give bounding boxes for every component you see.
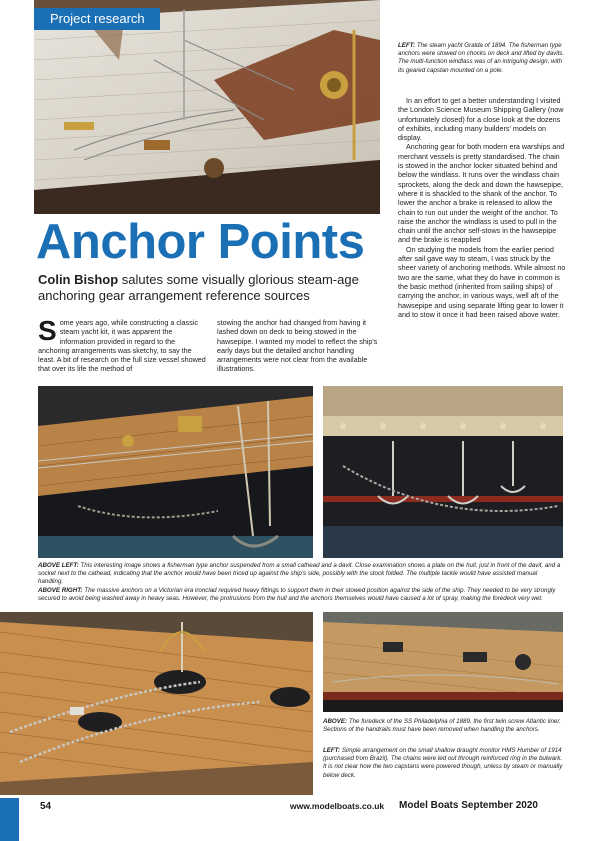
- body-column-3: [398, 96, 566, 319]
- author-name: Colin Bishop: [38, 272, 119, 287]
- hero-photo-steam-yacht-deck: [34, 0, 380, 214]
- website-url[interactable]: www.modelboats.co.uk: [290, 801, 385, 811]
- photo-philadelphia-foredeck: [323, 612, 563, 712]
- caption-lead: ABOVE LEFT:: [38, 562, 79, 569]
- caption-text: The steam yacht Gralda of 1894. The fisherman type anchors were stowed on chocks on deck and lifted by davits. The multi-function windlass was of an intriguing design, with its geared capstan mounted on a pole.: [398, 42, 565, 74]
- photo-monitor-capstans: [0, 612, 313, 795]
- body-paragraph: On studying the models from the earlier period after sail gave way to steam, I was struck by the sheer variety of anchoring methods. While almost no two are the same, what they do have in common is the basic method (inherited from sailing ships) of carrying the anchor, in various ways, well aft of the hawsepipe and using separate lifting gear to lower it and to stow it once it had been raised above water.: [398, 244, 566, 319]
- caption-philadelphia: [323, 718, 563, 734]
- caption-text: The foredeck of the SS Philadelphia of 1889, the first twin screw Atlantic liner. Sections of the handrails must have been removed when handling the anchors.: [323, 718, 561, 734]
- caption-text: This interesting image shows a fisherman type anchor suspended from a small cathead and a davit. Close examination shows a plate on the hull, just in front of the davit, and a socket next to the cathead, indicating that the anchor would have been triced up against the ship's side, possibly with the stock folded. The multiple tackle would have assisted manual handling.: [38, 562, 561, 586]
- photo-ironclad-anchors: [323, 386, 563, 558]
- body-paragraph: stowing the anchor had changed from having it lashed down on deck to being stowed in the hawsepipe. I wanted my model to reflect the ship's early days but the detailed anchor handling arrangements were not clear from the available illustrations.: [217, 318, 378, 374]
- caption-top: [398, 42, 566, 75]
- caption-humber: [323, 747, 563, 780]
- caption-above-photos: [38, 562, 564, 603]
- body-column-1: [38, 315, 208, 374]
- page-number: 54: [40, 801, 52, 812]
- standfirst: [38, 272, 383, 304]
- section-label: Project research: [50, 11, 145, 26]
- caption-lead: ABOVE:: [323, 718, 348, 725]
- footer-accent-bar: [0, 798, 19, 841]
- photo-fisherman-anchor-cathead: [38, 386, 313, 558]
- drop-cap: S: [38, 315, 57, 346]
- caption-lead: ABOVE RIGHT:: [38, 586, 83, 594]
- standfirst-text: salutes some visually glorious steam-age anchoring gear arrangement reference sources: [38, 272, 359, 303]
- caption-text: The massive anchors on a Victorian era ironclad required heavy fittings to support them in their stowed position against the side of the ship. They needed to be very strongly secured to avoid being washed away in heavy seas. However, the protrusions from the hull and the anchors themselves would have caused a lot of spray, making the foredeck very wet.: [38, 586, 556, 602]
- article-headline: Anchor Points: [36, 215, 365, 269]
- body-paragraph: ome years ago, while constructing a classic steam yacht kit, it was apparent the information provided in regard to the anchoring arrangements was sketchy, to say the least. A bit of research on the full size vessel showed that over its life the method of: [38, 318, 206, 374]
- body-paragraph: Anchoring gear for both modern era warships and merchant vessels is pretty standardised. The chain is stowed in the anchor locker situated behind and below the windlass. It runs over the windlass chain sprockets, along the deck and down the hawsepipe, where it is shackled to the shank of the anchor. To lower the anchor a brake is released to allow the chain to run out under the weight of the anchor. To raise the anchor the windlass is used to pull in the chain until the anchor self-stows in the hawsepipe and the brake is reapplied: [398, 142, 565, 245]
- magazine-issue: Model Boats September 2020: [399, 800, 538, 811]
- caption-lead: LEFT:: [323, 747, 341, 754]
- section-tab: [34, 8, 160, 30]
- caption-lead: LEFT:: [398, 42, 416, 49]
- body-paragraph: In an effort to get a better understanding I visited the London Science Museum Shipping Gallery (now unfortunately closed) for a close look at the dozens of exhibits, including many builders' models on display.: [398, 96, 564, 143]
- caption-text: Simple arrangement on the small shallow draught monitor HMS Humber of 1914 (purchased from Brazil). The chains were led out through reinforced ring in the bulwark. It is not clear how the two capstans were powered though, unless by steam or manually below deck.: [323, 747, 563, 779]
- body-column-2: [217, 318, 385, 374]
